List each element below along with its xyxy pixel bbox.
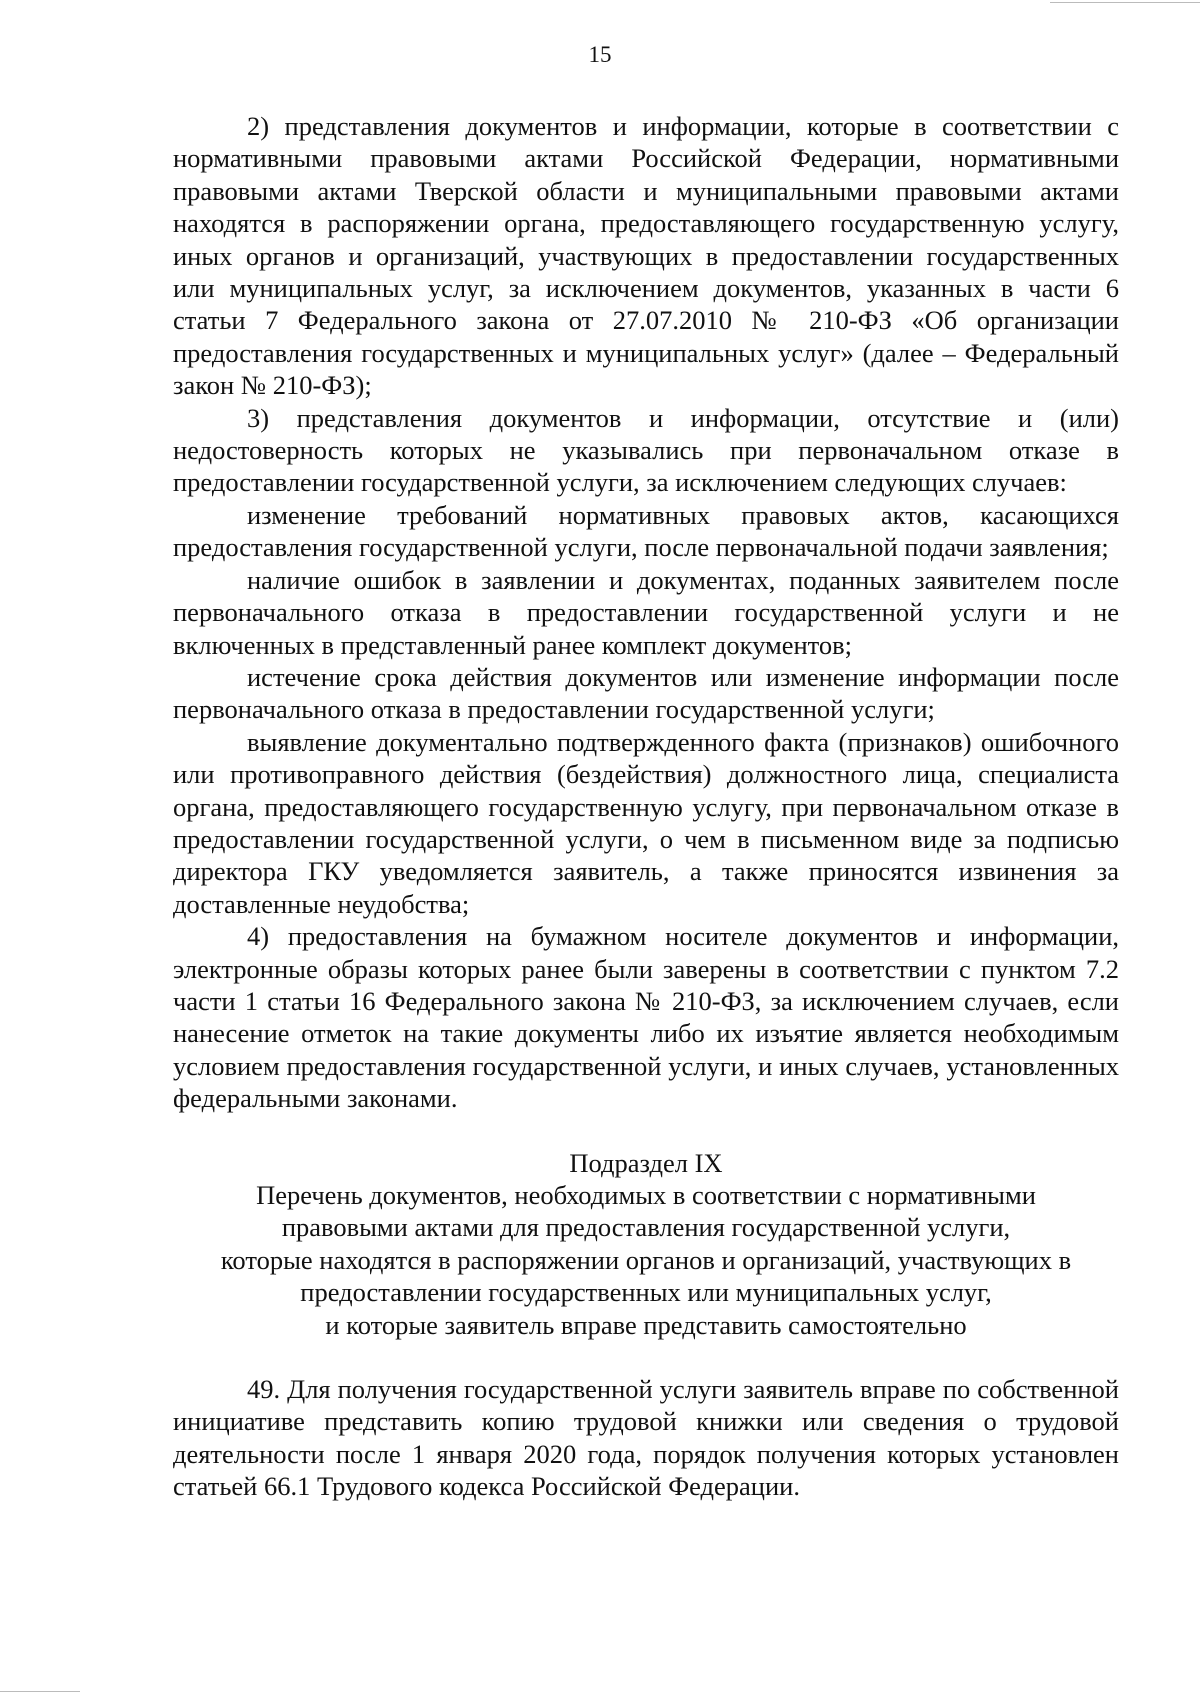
subsection-heading-line: и которые заявитель вправе представить самостоятельно [325, 1309, 967, 1340]
subsection-heading-line: Перечень документов, необходимых в соответствии с нормативными [256, 1180, 1036, 1210]
paragraph-49: 49. Для получения государственной услуги заявитель вправе по собственной инициативе представить копию трудовой книжки или сведения о трудовой деятельности после 1 января 2020 года, порядок получения которых установлен статьей 66.1 Трудового кодекса Российской Федерации. [173, 1374, 1119, 1502]
paragraph-case-errors: наличие ошибок в заявлении и документах, поданных заявителем после первоначального отказа в предоставлении государственной услуги и не включенных в представленный ранее комплект документов; [173, 564, 1119, 660]
scan-edge-line [1050, 2, 1200, 3]
paragraph-item-4: 4) предоставления на бумажном носителе документов и информации, электронные образы которых ранее были заверены в соответствии с пунктом 7.2 части 1 статьи 16 Федерального закона № 210-ФЗ, за исключением случаев, если нанесение отметок на такие документы либо их изъятие является необходимым условием предоставления государственной услуги, и иных случаев, установленных федеральными законами. [173, 921, 1119, 1114]
subsection-heading-line: предоставлении государственных или муниципальных услуг, [300, 1277, 992, 1308]
paragraph-item-2: 2) представления документов и информации, которые в соответствии с нормативными правовыми актами Российской Федерации, нормативными правовыми актами Тверской области и муниципальными правовыми актами находятся в распоряжении органа, предоставляющего государственную услугу, иных органов и организаций, участвующих в предоставлении государственных или муниципальных услуг, за исключением документов, указанных в части 6 статьи 7 Федерального закона от 27.07.2010 № 210-ФЗ «Об организации предоставления государственных и муниципальных услуг» (далее – Федеральный закон № 210-ФЗ); [173, 111, 1119, 401]
paragraph-case-requirements-change: изменение требований нормативных правовых актов, касающихся предоставления государственной услуги, после первоначальной подачи заявления; [173, 499, 1119, 563]
document-body [173, 110, 1119, 1503]
paragraph-case-wrongful-action: выявление документально подтвержденного факта (признаков) ошибочного или противоправного действия (бездействия) должностного лица, специалиста органа, предоставляющего государственную услугу, при первоначальном отказе в предоставлении государственной услуги, о чем в письменном виде за подписью директора ГКУ уведомляется заявитель, а также приносятся извинения за доставленные неудобства; [173, 726, 1119, 919]
paragraph-item-3: 3) представления документов и информации, отсутствие и (или) недостоверность которых не указывались при первоначальном отказе в предоставлении государственной услуги, за исключением следующих случаев: [173, 402, 1119, 498]
subsection-heading-line: которые находятся в распоряжении органов и организаций, участвующих в [220, 1244, 1072, 1275]
subsection-heading-line: правовыми актами для предоставления государственной услуги, [281, 1212, 1011, 1243]
subsection-title: Подраздел IX [569, 1147, 723, 1178]
paragraph-case-expiry: истечение срока действия документов или изменение информации после первоначального отказа в предоставлении государственной услуги; [173, 661, 1119, 725]
page-number: 15 [588, 42, 612, 67]
scan-edge-line [0, 1691, 80, 1692]
